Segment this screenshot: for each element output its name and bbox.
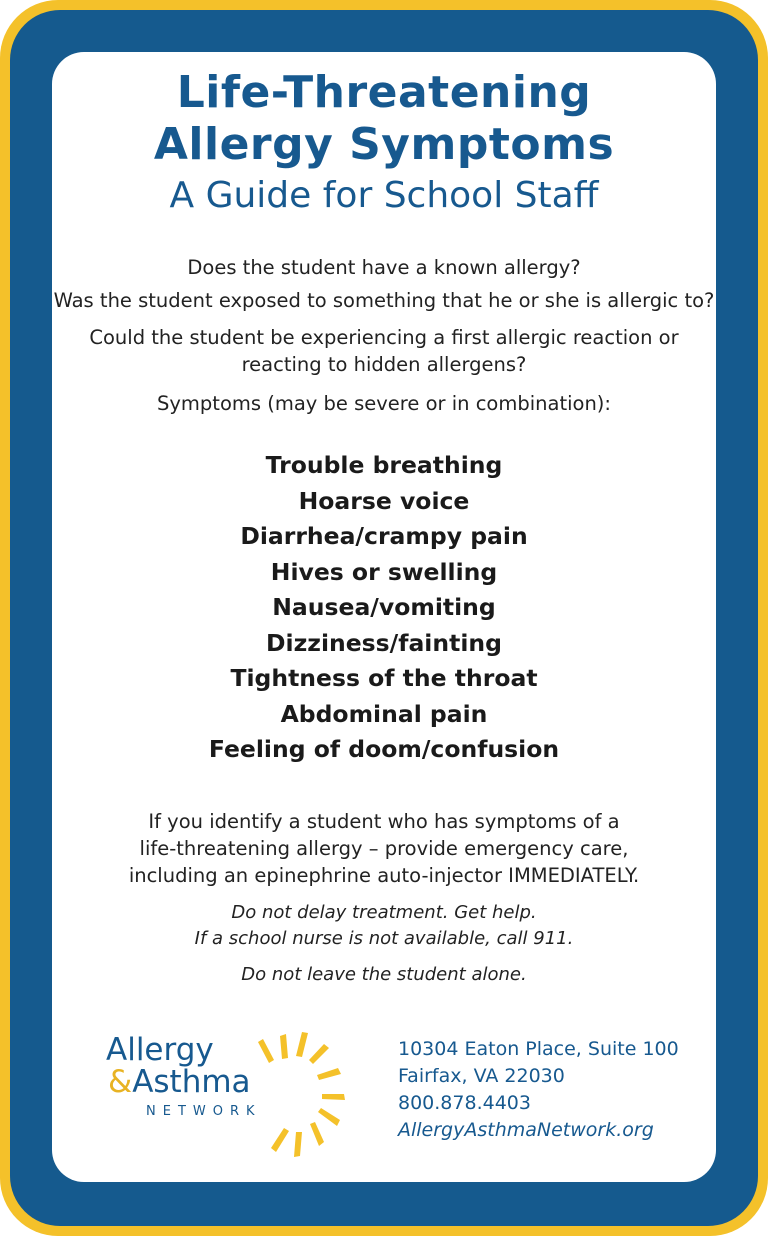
question-known-allergy: Does the student have a known allergy?	[187, 256, 581, 279]
logo-line-allergy: Allergy	[106, 1032, 214, 1068]
sun-rays-icon	[244, 1028, 356, 1176]
subtitle: A Guide for School Staff	[169, 175, 599, 216]
symptom-item: Abdominal pain	[280, 699, 488, 728]
title-line-1: Life-Threatening	[176, 67, 592, 118]
address-line-2: Fairfax, VA 22030	[398, 1065, 565, 1087]
logo-asthma-word: Asthma	[132, 1064, 251, 1100]
question-exposed: Was the student exposed to something that he or she is allergic to?	[53, 289, 715, 312]
logo-ampersand: &	[108, 1064, 133, 1100]
question-first-reaction-2: reacting to hidden allergens?	[241, 353, 527, 376]
phone-number: 800.878.4403	[398, 1092, 531, 1114]
symptom-item: Dizziness/fainting	[266, 628, 502, 657]
symptoms-intro: Symptoms (may be severe or in combination):	[157, 392, 611, 415]
address-line-1: 10304 Eaton Place, Suite 100	[398, 1038, 679, 1060]
question-first-reaction-1: Could the student be experiencing a first allergic reaction or	[89, 326, 679, 349]
action-line-2: life-threatening allergy – provide emergency care,	[139, 837, 629, 860]
symptom-item: Trouble breathing	[265, 451, 503, 479]
note-delay: Do not delay treatment. Get help.	[231, 902, 537, 923]
symptom-item: Hoarse voice	[298, 486, 470, 515]
contact-info	[398, 1036, 679, 1144]
logo-line-network: NETWORK	[146, 1104, 262, 1119]
logo-line-asthma	[108, 1064, 251, 1100]
note-alone: Do not leave the student alone.	[241, 964, 527, 985]
action-line-1: If you identify a student who has symptoms of a	[148, 810, 620, 833]
title-line-2: Allergy Symptoms	[153, 119, 615, 170]
symptom-item: Diarrhea/crampy pain	[240, 522, 528, 550]
symptom-item: Hives or swelling	[270, 557, 498, 586]
note-nurse: If a school nurse is not available, call 911.	[194, 928, 574, 949]
symptom-item: Feeling of doom/confusion	[208, 735, 560, 763]
action-line-3: including an epinephrine auto-injector IMMEDIATELY.	[128, 864, 640, 887]
symptom-item: Tightness of the throat	[230, 664, 538, 692]
symptom-item: Nausea/vomiting	[272, 593, 496, 621]
website-link[interactable]: AllergyAsthmaNetwork.org	[398, 1119, 654, 1141]
